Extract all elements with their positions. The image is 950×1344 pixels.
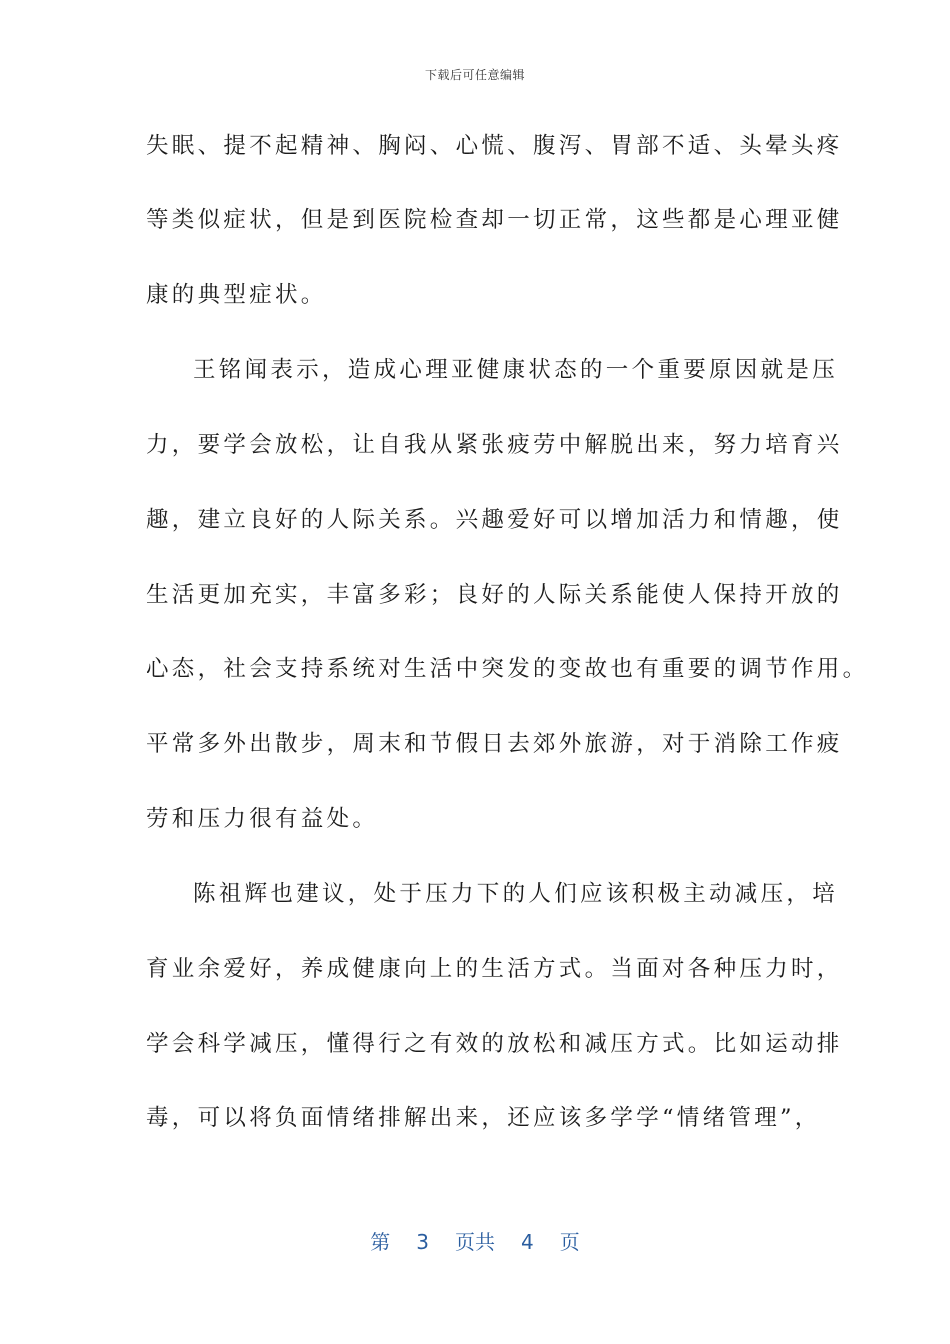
total-page-number: 4	[521, 1230, 534, 1254]
body-line: 平常多外出散步，周末和节假日去郊外旅游，对于消除工作疲	[146, 731, 843, 757]
body-line: 毒，可以将负面情绪排解出来，还应该多学学“情绪管理”，	[146, 1105, 821, 1131]
body-line: 失眠、提不起精神、胸闷、心慌、腹泻、胃部不适、头晕头疼	[146, 133, 843, 159]
body-line: 康的典型症状。	[146, 282, 327, 308]
body-line: 劳和压力很有益处。	[146, 806, 379, 832]
current-page-number: 3	[416, 1230, 429, 1254]
footer-prefix: 第	[370, 1230, 391, 1254]
body-line: 学会科学减压，懂得行之有效的放松和减压方式。比如运动排	[146, 1031, 843, 1057]
body-line: 等类似症状，但是到医院检查却一切正常，这些都是心理亚健	[146, 207, 843, 233]
body-line: 育业余爱好，养成健康向上的生活方式。当面对各种压力时，	[146, 956, 843, 982]
footer-middle: 页共	[455, 1230, 495, 1254]
page-footer	[0, 1226, 950, 1255]
body-line: 生活更加充实，丰富多彩；良好的人际关系能使人保持开放的	[146, 582, 843, 608]
paragraph-start-line: 王铭闻表示，造成心理亚健康状态的一个重要原因就是压	[193, 357, 839, 383]
body-line: 心态，社会支持系统对生活中突发的变故也有重要的调节作用。	[146, 656, 869, 682]
body-line: 力，要学会放松，让自我从紧张疲劳中解脱出来，努力培育兴	[146, 432, 843, 458]
paragraph-start-line: 陈祖辉也建议，处于压力下的人们应该积极主动减压，培	[193, 881, 839, 907]
header-note: 下载后可任意编辑	[424, 68, 525, 82]
body-line: 趣，建立良好的人际关系。兴趣爱好可以增加活力和情趣，使	[146, 507, 843, 533]
footer-suffix: 页	[559, 1230, 580, 1254]
